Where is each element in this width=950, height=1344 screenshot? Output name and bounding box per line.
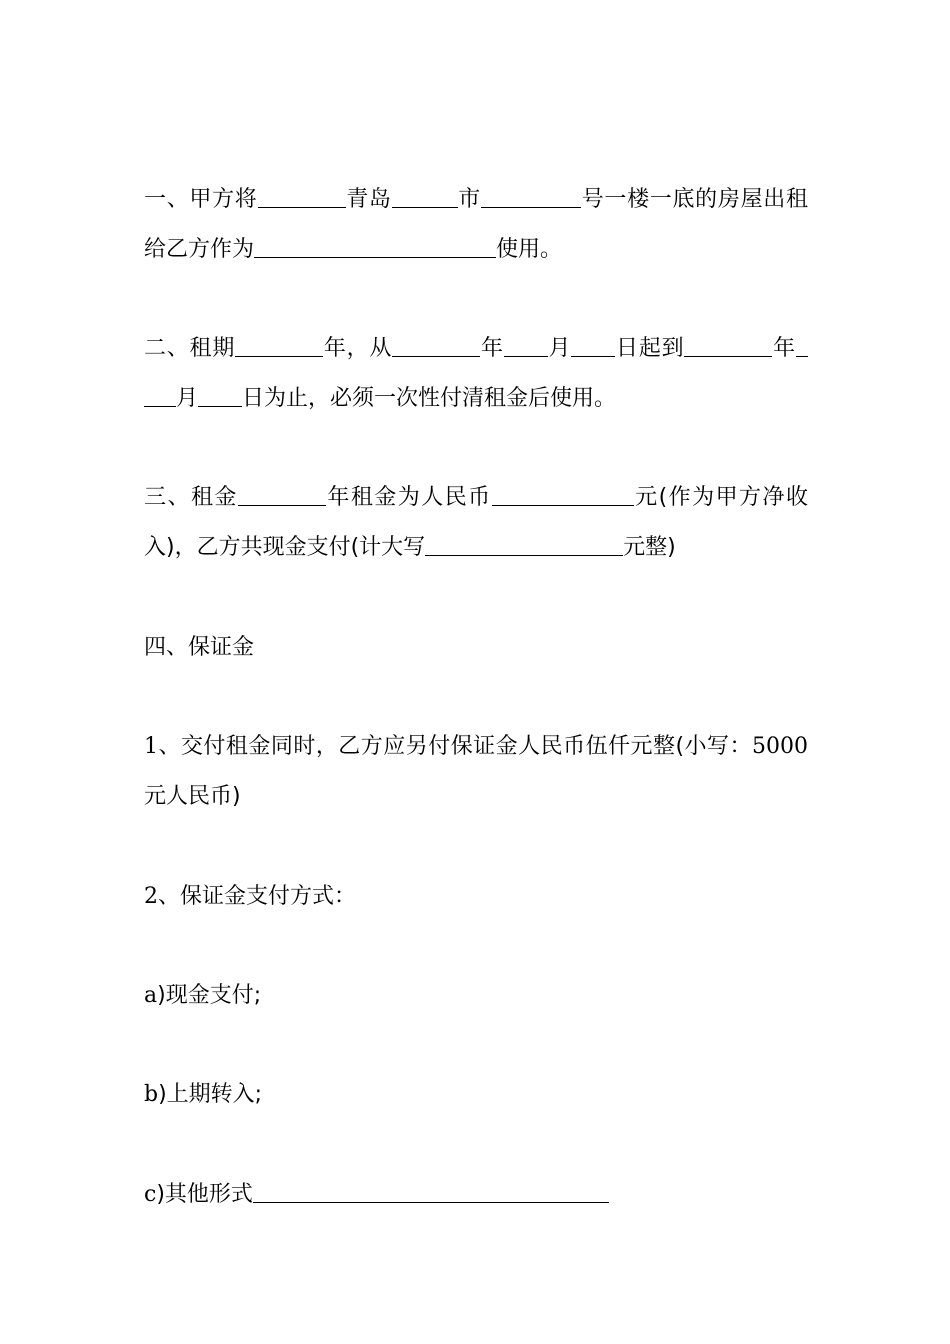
clause-3 — [144, 473, 808, 573]
payment-option-c-line — [144, 1170, 808, 1220]
fill-blank[interactable] — [392, 334, 480, 357]
fill-blank[interactable] — [238, 483, 326, 506]
clause-3-line-1 — [144, 473, 808, 523]
clause-1-line-2 — [144, 225, 808, 275]
payment-option-b-line — [144, 1070, 808, 1120]
fill-blank[interactable] — [235, 334, 323, 357]
item-number: 1 — [144, 734, 158, 759]
option-letter: c — [144, 1182, 157, 1207]
clause-2-text: 月 — [176, 386, 199, 411]
fill-blank[interactable] — [504, 334, 548, 357]
clause-3-text: 入)，乙方共现金支付(计大写 — [144, 535, 426, 560]
clause-2-line-1 — [144, 324, 808, 374]
clause-2-text: 二、租期 — [144, 336, 236, 361]
clause-1-line-1 — [144, 175, 808, 225]
clause-1-text: 使用。 — [496, 237, 563, 262]
fill-blank[interactable] — [492, 483, 634, 506]
fill-blank[interactable] — [254, 235, 496, 258]
clause-1-text: 市 — [457, 187, 481, 212]
payment-option-b — [144, 1070, 808, 1120]
clause-2-text: 日为止，必须一次性付清租金后使用。 — [242, 386, 617, 411]
clause-3-text: 年租金为人民币 — [325, 485, 492, 510]
fill-blank[interactable] — [481, 185, 581, 208]
option-letter: b — [144, 1082, 159, 1107]
payment-option-a-line — [144, 971, 808, 1021]
deposit-item-1 — [144, 722, 808, 822]
deposit-item-2-text: 、保证金支付方式： — [158, 884, 357, 909]
fill-blank[interactable] — [392, 185, 458, 208]
payment-option-a — [144, 971, 808, 1021]
clause-4 — [144, 623, 808, 673]
clause-1-text: 一、甲方将 — [144, 187, 258, 212]
item-number: 2 — [144, 884, 158, 909]
clause-4-title: 四、保证金 — [144, 635, 255, 660]
clause-2-text: 日起到 — [615, 336, 685, 361]
fill-blank[interactable] — [571, 334, 615, 357]
deposit-item-1-line-2: 元人民币) — [144, 784, 241, 809]
clause-2-text: 年，从 — [323, 336, 393, 361]
deposit-item-2 — [144, 872, 808, 922]
clause-3-line-2 — [144, 523, 808, 573]
clause-2-line-2 — [144, 374, 808, 424]
clause-3-text: 三、租金 — [144, 485, 238, 510]
fill-blank[interactable] — [684, 334, 772, 357]
payment-option-b-text: )上期转入; — [158, 1082, 263, 1107]
fill-blank[interactable] — [258, 185, 346, 208]
clause-2-text: 年 — [480, 336, 504, 361]
fill-blank[interactable] — [425, 533, 623, 556]
fill-blank[interactable] — [144, 384, 176, 407]
clause-1-text: 号一楼一底的房屋出租 — [581, 187, 808, 212]
payment-option-a-text: )现金支付; — [157, 983, 262, 1008]
deposit-item-1-line-1 — [144, 722, 808, 772]
clause-1-text: 青岛 — [345, 187, 392, 212]
option-letter: a — [144, 983, 158, 1008]
clause-2-text: 年 — [772, 336, 796, 361]
clause-2 — [144, 324, 808, 424]
fill-blank[interactable] — [796, 334, 808, 357]
clause-1 — [144, 175, 808, 275]
clause-3-text: 元整) — [623, 535, 676, 560]
fill-blank[interactable] — [253, 1180, 609, 1203]
clause-1-text: 给乙方作为 — [144, 237, 255, 262]
payment-option-c-text: )其他形式 — [156, 1182, 253, 1207]
deposit-item-2-line — [144, 872, 808, 922]
deposit-amount: 5000 — [752, 734, 808, 759]
clause-3-text: 元(作为甲方净收 — [633, 485, 808, 510]
clause-2-text: 月 — [547, 336, 572, 361]
payment-option-c — [144, 1170, 808, 1220]
deposit-item-1-text: 、交付租金同时，乙方应另付保证金人民币伍仟元整(小写： — [158, 734, 752, 759]
fill-blank[interactable] — [198, 384, 242, 407]
